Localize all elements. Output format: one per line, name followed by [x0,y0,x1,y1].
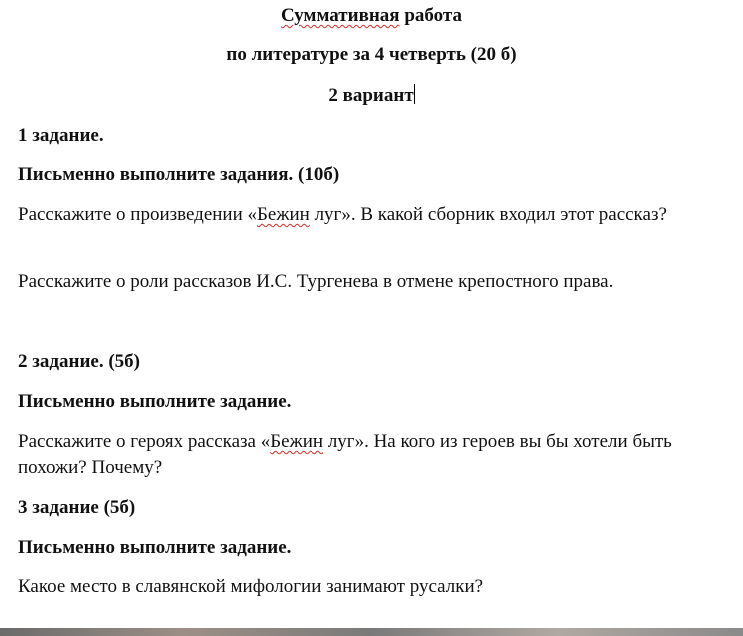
variant-label: 2 вариант [328,85,414,106]
task2-q1-after: луг». На кого из героев вы бы хотели быть похожи? Почему? [18,431,672,478]
task1-q1-after: луг». В какой сборник входил этот рассказ? [309,204,667,225]
text-cursor [414,84,415,104]
task1-question-1 [18,202,730,228]
bottom-photo-edge [0,628,743,636]
document-title [0,5,743,27]
task1-q1-spellcheck-word: Бежин [257,204,310,225]
task2-instruction: Письменно выполните задание. [18,391,292,412]
task3-instruction: Письменно выполните задание. [18,537,292,558]
document-subtitle: по литературе за 4 четверть (20 б) [226,44,517,65]
task1-instruction: Письменно выполните задания. (10б) [18,164,340,185]
task2-question-1 [18,429,730,481]
task1-q1-before: Расскажите о произведении « [18,204,258,225]
variant-line [0,84,743,107]
task2-q1-before: Расскажите о героях рассказа « [18,431,271,452]
task1-question-2: Расскажите о роли рассказов И.С. Тургенева в отмене крепостного права. [18,271,614,292]
task3-question-1: Какое место в славянской мифологии занимают русалки? [18,576,484,597]
task3-heading: 3 задание (5б) [18,497,136,518]
title-rest: работа [399,5,462,26]
task2-heading: 2 задание. (5б) [18,351,140,372]
task2-q1-spellcheck-word: Бежин [270,431,324,452]
title-word-spellcheck: Суммативная [281,5,400,26]
task1-heading: 1 задание. [18,125,104,146]
